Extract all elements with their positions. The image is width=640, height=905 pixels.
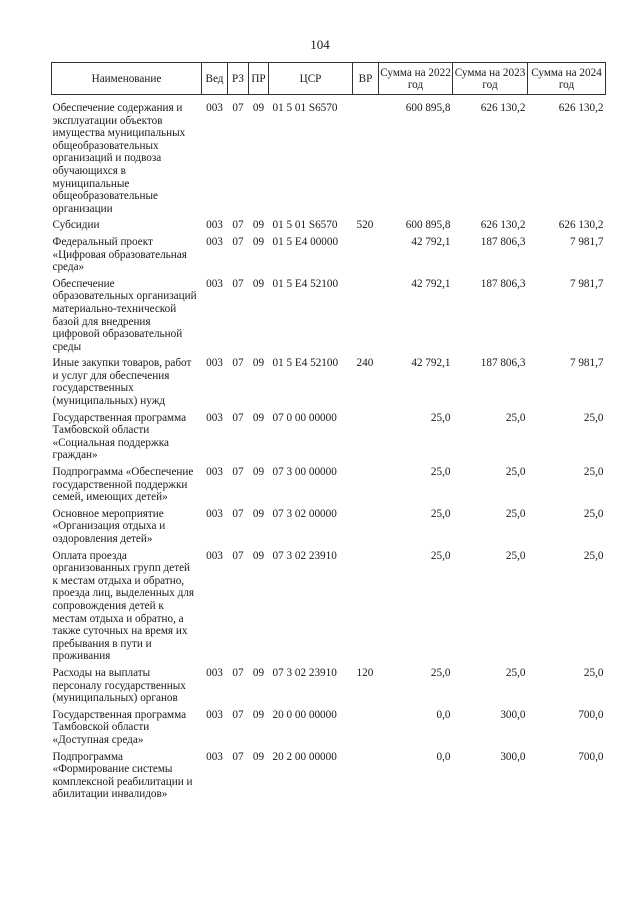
row-csr: 20 0 00 00000 (272, 708, 337, 721)
row-name: Государственная программа Тамбовской области «Социальная поддержка граждан» (52, 411, 187, 462)
row-sum-2022: 25,0 (430, 549, 451, 562)
row-sum-2023: 25,0 (505, 466, 526, 479)
row-sum-2024: 25,0 (583, 666, 604, 679)
row-name: Обеспечение образовательных организаций материально-технической базой для внедрения цифровой образовательной среды (52, 277, 197, 353)
row-csr: 01 5 E4 52100 (272, 277, 339, 290)
header-sum-2022: Сумма на 2022 год (379, 63, 453, 95)
header-vr: ВР (353, 63, 379, 95)
row-name: Подпрограмма «Обеспечение государственной поддержки семей, имеющих детей» (52, 466, 194, 504)
row-sum-2022: 25,0 (430, 466, 451, 479)
row-sum-2024: 7 981,7 (569, 235, 604, 248)
row-sum-2023: 25,0 (505, 549, 526, 562)
row-csr: 07 0 00 00000 (272, 411, 337, 424)
row-rz: 07 (232, 549, 244, 562)
row-pr: 09 (252, 102, 265, 114)
row-ved: 003 (206, 235, 223, 248)
row-pr: 09 (252, 411, 265, 424)
row-sum-2023: 25,0 (505, 666, 526, 679)
header-pr: ПР (249, 63, 269, 95)
row-name: Подпрограмма «Формирование системы комплексной реабилитации и абилитации инвалидов» (52, 750, 193, 801)
row-ved: 003 (206, 357, 223, 370)
table-row (52, 466, 606, 508)
row-vr (353, 709, 379, 751)
row-pr: 09 (252, 357, 265, 370)
row-csr: 07 3 02 23910 (272, 666, 337, 679)
row-name: Основное мероприятие «Организация отдыха и оздоровления детей» (52, 507, 166, 545)
row-rz: 07 (232, 235, 244, 248)
row-pr: 09 (252, 235, 265, 248)
row-rz: 07 (232, 357, 244, 370)
table-row (52, 709, 606, 751)
row-name: Государственная программа Тамбовской области «Доступная среда» (52, 708, 187, 746)
table-row (52, 508, 606, 550)
row-name: Расходы на выплаты персоналу государственных (муниципальных) органов (52, 666, 186, 705)
header-rz: РЗ (228, 63, 249, 95)
row-rz: 07 (232, 750, 244, 763)
row-name: Обеспечение содержания и эксплуатации объектов имущества муниципальных общеобразовательных организаций и подвоза обучающихся в муниципальные общеобразовательные организации (52, 102, 186, 215)
row-vr (353, 236, 379, 278)
row-rz: 07 (232, 507, 244, 520)
row-ved: 003 (206, 666, 223, 679)
row-csr: 01 5 E4 52100 (272, 357, 339, 370)
row-sum-2022: 0,0 (436, 708, 451, 721)
row-sum-2023: 187 806,3 (480, 235, 526, 248)
row-sum-2023: 25,0 (505, 411, 526, 424)
row-sum-2024: 25,0 (583, 466, 604, 479)
row-sum-2023: 187 806,3 (480, 357, 526, 370)
row-vr: 120 (356, 666, 374, 679)
table-row (52, 751, 606, 805)
row-sum-2023: 300,0 (500, 750, 526, 763)
row-sum-2023: 300,0 (500, 708, 526, 721)
row-vr (353, 412, 379, 466)
row-name: Субсидии (52, 219, 100, 232)
row-vr (353, 508, 379, 550)
row-rz: 07 (232, 466, 244, 479)
row-csr: 01 5 E4 00000 (272, 235, 339, 248)
row-vr (353, 466, 379, 508)
row-ved: 003 (206, 466, 223, 479)
row-pr: 09 (252, 219, 265, 232)
row-pr: 09 (252, 666, 265, 679)
table-row (52, 219, 606, 236)
row-sum-2022: 42 792,1 (411, 235, 451, 248)
table-row (52, 667, 606, 709)
header-sum-2023: Сумма на 2023 год (453, 63, 528, 95)
row-pr: 09 (252, 549, 265, 562)
row-ved: 003 (206, 219, 223, 232)
row-pr: 09 (252, 466, 265, 479)
row-sum-2022: 42 792,1 (411, 277, 451, 290)
row-ved: 003 (206, 411, 223, 424)
row-sum-2022: 42 792,1 (411, 357, 451, 370)
table-row (52, 236, 606, 278)
row-vr (353, 751, 379, 805)
row-pr: 09 (252, 708, 265, 721)
row-sum-2024: 25,0 (583, 549, 604, 562)
budget-table (51, 62, 606, 805)
row-rz: 07 (232, 102, 244, 114)
row-name: Федеральный проект «Цифровая образовательная среда» (52, 235, 187, 274)
row-name: Иные закупки товаров, работ и услуг для обеспечения государственных (муниципальных) нужд (52, 357, 192, 408)
table-row (52, 95, 606, 220)
row-sum-2023: 626 130,2 (480, 102, 526, 114)
row-csr: 01 5 01 S6570 (272, 219, 338, 232)
row-vr: 520 (356, 219, 374, 232)
table-header (52, 63, 606, 95)
row-pr: 09 (252, 750, 265, 763)
header-ved: Вед (202, 63, 228, 95)
row-rz: 07 (232, 219, 244, 232)
row-ved: 003 (206, 507, 223, 520)
row-sum-2024: 25,0 (583, 507, 604, 520)
row-sum-2022: 25,0 (430, 507, 451, 520)
row-sum-2024: 626 130,2 (558, 102, 604, 114)
table-row (52, 412, 606, 466)
row-sum-2024: 7 981,7 (569, 357, 604, 370)
row-vr: 240 (356, 357, 374, 370)
row-sum-2024: 700,0 (578, 750, 604, 763)
table-body (52, 95, 606, 805)
row-name: Оплата проезда организованных групп детей к местам отдыха и обратно, проезда лиц, выделенных для сопровождения детей к местам отдыха и обратно, а также суточных на время их пребывания в пути и проживания (52, 549, 195, 663)
row-sum-2022: 25,0 (430, 411, 451, 424)
row-sum-2024: 626 130,2 (558, 219, 604, 232)
row-pr: 09 (252, 277, 265, 290)
row-sum-2023: 187 806,3 (480, 277, 526, 290)
row-sum-2022: 600 895,8 (405, 102, 451, 114)
row-sum-2024: 7 981,7 (569, 277, 604, 290)
row-ved: 003 (206, 708, 223, 721)
row-rz: 07 (232, 277, 244, 290)
row-sum-2023: 25,0 (505, 507, 526, 520)
row-sum-2024: 700,0 (578, 708, 604, 721)
table-row (52, 550, 606, 667)
page-number: 104 (310, 37, 330, 52)
row-csr: 07 3 02 00000 (272, 507, 337, 520)
header-sum-2024: Сумма на 2024 год (528, 63, 606, 95)
row-ved: 003 (206, 750, 223, 763)
row-ved: 003 (206, 549, 223, 562)
row-sum-2024: 25,0 (583, 411, 604, 424)
table-row (52, 357, 606, 411)
row-rz: 07 (232, 666, 244, 679)
row-ved: 003 (206, 102, 223, 114)
row-sum-2022: 25,0 (430, 666, 451, 679)
row-rz: 07 (232, 708, 244, 721)
row-csr: 07 3 00 00000 (272, 466, 337, 479)
header-name: Наименование (52, 63, 202, 95)
header-csr: ЦСР (269, 63, 353, 95)
row-vr (353, 550, 379, 667)
row-vr (353, 278, 379, 358)
row-sum-2022: 600 895,8 (405, 219, 451, 232)
row-pr: 09 (252, 507, 265, 520)
row-sum-2022: 0,0 (436, 750, 451, 763)
table-row (52, 278, 606, 358)
row-vr (353, 95, 379, 220)
row-sum-2023: 626 130,2 (480, 219, 526, 232)
row-ved: 003 (206, 277, 223, 290)
row-csr: 20 2 00 00000 (272, 750, 337, 763)
row-rz: 07 (232, 411, 244, 424)
row-csr: 01 5 01 S6570 (272, 102, 338, 114)
row-csr: 07 3 02 23910 (272, 549, 337, 562)
